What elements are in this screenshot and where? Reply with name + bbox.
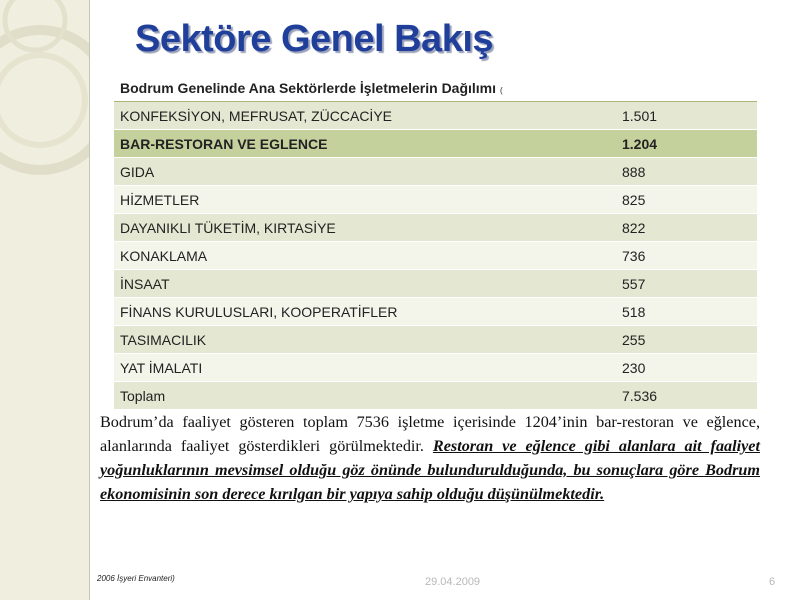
sector-name-cell: KONFEKSİYON, MEFRUSAT, ZÜCCACİYE [114,102,616,130]
table-row [114,242,757,270]
sector-name-cell: Toplam [114,382,616,410]
table-row [114,326,757,354]
business-count-cell: 230 [616,354,757,382]
sector-name-cell: BAR-RESTORAN VE EGLENCE [114,130,616,158]
business-count-cell: 888 [616,158,757,186]
table-row [114,354,757,382]
page-number: 6 [769,576,776,588]
sector-name-cell: İNSAAT [114,270,616,298]
table-row [114,298,757,326]
table-total-row [114,382,757,410]
sector-name-cell: FİNANS KURULUSLARI, KOOPERATİFLER [114,298,616,326]
sector-name-cell: DAYANIKLI TÜKETİM, KIRTASİYE [114,214,616,242]
sector-name-cell: YAT İMALATI [114,354,616,382]
table-row [114,130,757,158]
business-count-cell: 736 [616,242,757,270]
table-header-suffix: ( [500,85,503,95]
business-count-cell: 7.536 [616,382,757,410]
business-count-cell: 1.204 [616,130,757,158]
business-count-cell: 822 [616,214,757,242]
summary-paragraph [100,410,760,506]
sector-distribution-table [114,74,757,410]
table-header-row [114,74,757,102]
business-count-cell: 825 [616,186,757,214]
table-row [114,186,757,214]
business-count-cell: 557 [616,270,757,298]
table-row [114,102,757,130]
business-count-cell: 255 [616,326,757,354]
slide-title: Sektöre Genel Bakış [135,18,494,60]
table-row [114,214,757,242]
table-header-cell [114,74,757,102]
table-row [114,158,757,186]
summary-emphasis-text: Restoran ve eğlence gibi alanlara ait faaliyet yoğunluklarının mevsimsel olduğu göz önünde bulundurulduğunda, bu sonuçlara göre Bodrum ekonomisinin son derece kırılgan bir yapıya sahip olduğu düşünülmektedir. [100,437,760,503]
sector-name-cell: HİZMETLER [114,186,616,214]
decorative-sidebar [0,0,90,600]
sector-name-cell: KONAKLAMA [114,242,616,270]
footer-date: 29.04.2009 [425,576,481,588]
sector-name-cell: TASIMACILIK [114,326,616,354]
sector-name-cell: GIDA [114,158,616,186]
source-note: 2006 İşyeri Envanteri) [97,574,175,583]
business-count-cell: 518 [616,298,757,326]
sidebar-divider [89,0,90,600]
decorative-circles-graphic [0,0,90,600]
business-count-cell: 1.501 [616,102,757,130]
table-row [114,270,757,298]
summary-text: Bodrum’da faaliyet gösteren toplam 7536 işletme içerisinde 1204’inin bar-restoran ve eğlence, alanlarında faaliyet gösterdikleri görülmektedir. [100,413,760,455]
table-header-label: Bodrum Genelinde Ana Sektörlerde İşletmelerin Dağılımı [120,79,497,96]
